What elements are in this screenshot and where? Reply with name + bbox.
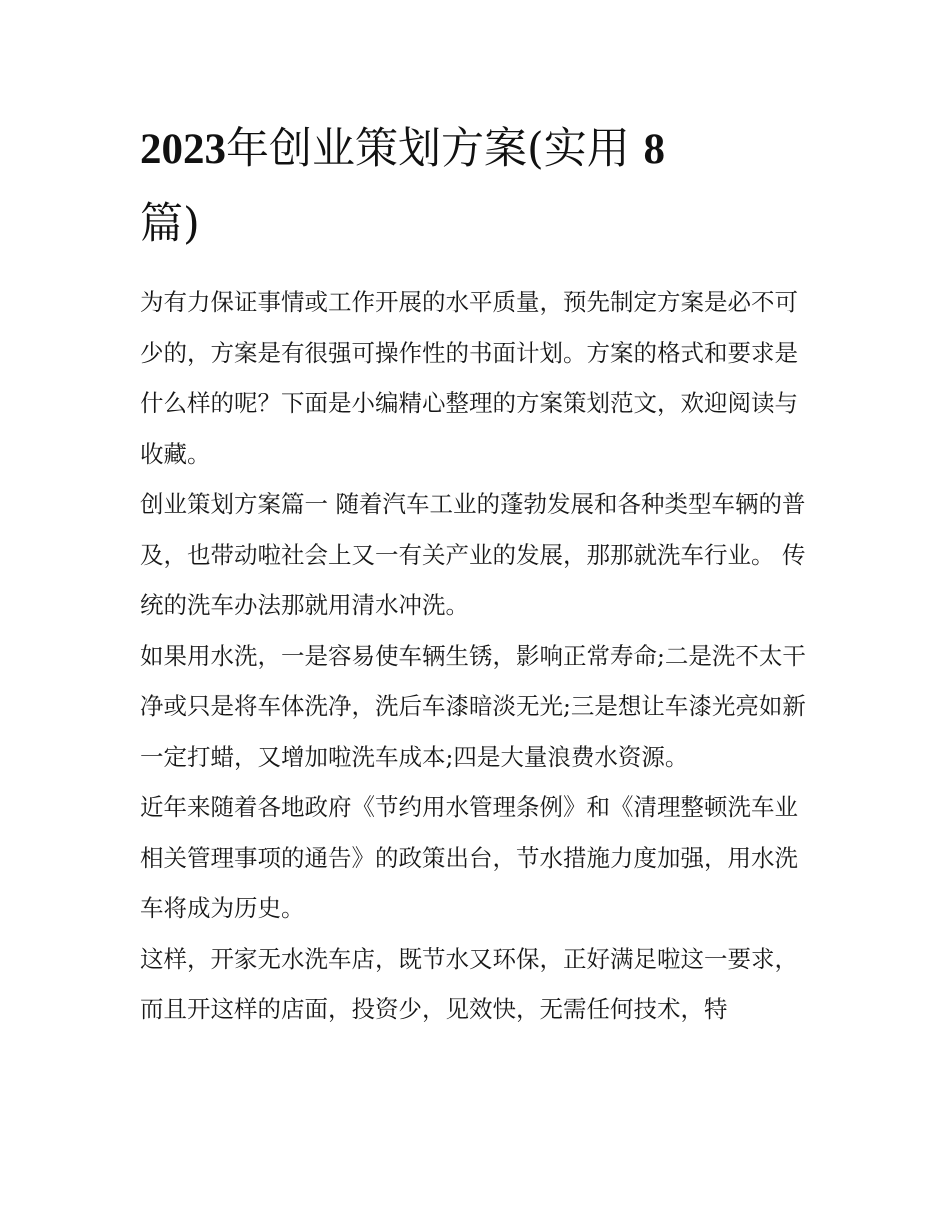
water-wash-problems-paragraph: 如果用水洗，一是容易使车辆生锈，影响正常寿命;二是洗不太干净或只是将车体洗净，洗后车漆暗淡无光;三是想让车漆光亮如新一定打蜡，又增加啦洗车成本;四是大量浪费水资源。 (140, 641, 806, 771)
title-count: 8 (643, 126, 665, 173)
title-end: 篇) (140, 199, 200, 249)
document-body (140, 112, 812, 1035)
intro-paragraph: 为有力保证事情或工作开展的水平质量，预先制定方案是必不可少的，方案是有很强可操作性的书面计划。方案的格式和要求是什么样的呢？下面是小编精心整理的方案策划范文，欢迎阅读与收藏。 (140, 288, 798, 468)
document-title (140, 112, 812, 261)
section-one-paragraph: 创业策划方案篇一 随着汽车工业的蓬勃发展和各种类型车辆的普及，也带动啦社会上又一有关产业的发展，那那就洗车行业。 传统的洗车办法那就用清水冲洗。 (140, 490, 806, 619)
policy-paragraph: 近年来随着各地政府《节约用水管理条例》和《清理整顿洗车业相关管理事项的通告》的政策出台，节水措施力度加强，用水洗车将成为历史。 (140, 793, 798, 922)
title-text: 年创业策划方案(实用 (226, 124, 630, 174)
title-year: 2023 (140, 126, 226, 173)
waterless-shop-paragraph: 这样，开家无水洗车店，既节水又环保，正好满足啦这一要求，而且开这样的店面，投资少，见效快，无需任何技术，特 (140, 944, 798, 1023)
